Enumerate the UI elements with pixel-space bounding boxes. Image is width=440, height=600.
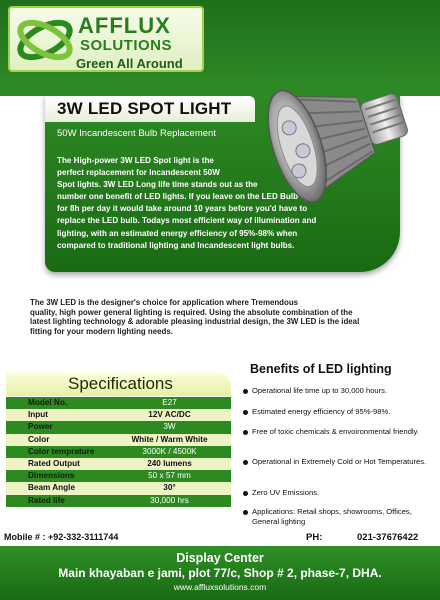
spec-value: White / Warm White [108, 434, 231, 446]
spec-row [6, 495, 231, 507]
footer-website-link[interactable]: www.affluxsolutions.com [173, 582, 267, 592]
spec-row [6, 434, 231, 446]
spec-value: 240 lumens [108, 458, 231, 470]
mobile-number: Mobile # : +92-332-3111744 [4, 532, 119, 542]
specifications-title: Specifications [68, 374, 173, 393]
spec-row [6, 458, 231, 470]
intro-line: perfect replacement for Incandescent 50W [57, 168, 220, 178]
benefit-item [243, 407, 438, 417]
spec-value: 3W [108, 421, 231, 433]
description-line: quality, high power general lighting is required. Using the absolute combination of the [30, 307, 353, 317]
product-title: 3W LED SPOT LIGHT [57, 99, 232, 118]
description-line: The 3W LED is the designer's choice for application where Tremendous [30, 298, 299, 307]
spec-label: Model No. [6, 397, 108, 409]
benefit-text: Estimated energy efficiency of 95%-98%. [252, 407, 391, 416]
logo-name-line1: AFFLUX [78, 13, 171, 38]
phone-number: 021-37676422 [357, 532, 419, 543]
spec-label: Rated life [6, 495, 108, 507]
spec-value: 30,000 hrs [108, 495, 231, 507]
spec-label: Input [6, 409, 108, 421]
intro-line: number one benefit of LED lights. If you leave on the LED Bulb [57, 192, 299, 202]
benefit-item [243, 386, 438, 396]
spec-value: 3000K / 4500K [108, 446, 231, 458]
logo-name-line2: SOLUTIONS [80, 37, 173, 54]
benefit-item [243, 457, 438, 467]
phone-label: PH: [306, 532, 323, 543]
description-line: latest lighting technology & adorable pleasing industrial design, the 3W LED is the ideal [30, 317, 360, 327]
benefit-text: Free of toxic chemicals & envoironmental friendly. [252, 427, 419, 436]
intro-line: replace the LED bulb. Todays most efficient way of illumination and [57, 216, 317, 226]
led-bulb-image [255, 58, 415, 208]
spec-value: E27 [108, 397, 231, 409]
spec-value: 30° [108, 482, 231, 494]
footer-address: Main khayaban e jami, plot 77/c, Shop # 2, phase-7, DHA. [58, 566, 382, 580]
spec-value: 12V AC/DC [108, 409, 231, 421]
bullet-icon [243, 510, 248, 515]
benefits-title: Benefits of LED lighting [250, 362, 392, 376]
logo-tagline: Green All Around [76, 56, 183, 71]
benefit-item [243, 488, 438, 498]
spec-label: Color temprature [6, 446, 108, 458]
spec-value: 50 x 57 mm [108, 470, 231, 482]
benefit-text: Zero UV Emissions. [252, 488, 320, 497]
bullet-icon [243, 410, 248, 415]
bullet-icon [243, 460, 248, 465]
intro-line: lighting, with an estimated energy efficiency of 95%-98% when [57, 228, 298, 238]
description-line: fitting for your modern lighting needs. [30, 326, 173, 336]
benefit-text: Operational life time up to 30,000 hours. [252, 386, 388, 395]
product-subtitle: 50W Incandescent Bulb Replacement [57, 128, 216, 139]
product-description [30, 298, 420, 336]
spec-row [6, 409, 231, 421]
spec-row [6, 446, 231, 458]
benefit-text: Operational in Extremely Cold or Hot Temperatures. [252, 457, 427, 466]
benefit-text: Applications: Retail shops, showrooms, Offices, General lighting [252, 507, 412, 526]
bullet-icon [243, 389, 248, 394]
spec-row [6, 482, 231, 494]
bullet-icon [243, 430, 248, 435]
spec-label: Power [6, 421, 108, 433]
spec-label: Dimensions [6, 470, 108, 482]
spec-row [6, 470, 231, 482]
spec-row [6, 397, 231, 409]
specifications-table [6, 397, 231, 507]
intro-line: Spot lights. 3W LED Long life time stands out as the [57, 180, 258, 190]
spec-label: Rated Output [6, 458, 108, 470]
spec-row [6, 421, 231, 433]
footer-heading: Display Center [176, 551, 264, 565]
intro-line: The High-power 3W LED Spot light is the [57, 156, 214, 165]
spec-label: Color [6, 434, 108, 446]
benefit-item [243, 507, 438, 527]
company-logo [8, 6, 204, 72]
benefit-item [243, 427, 438, 437]
intro-line: for 8h per day it would take around 10 years before you'd have to [57, 204, 308, 214]
logo-swoosh-icon [14, 14, 76, 66]
spec-label: Beam Angle [6, 482, 108, 494]
intro-line: compared to traditional lighting and Incandescent light bulbs. [57, 240, 295, 250]
bullet-icon [243, 491, 248, 496]
